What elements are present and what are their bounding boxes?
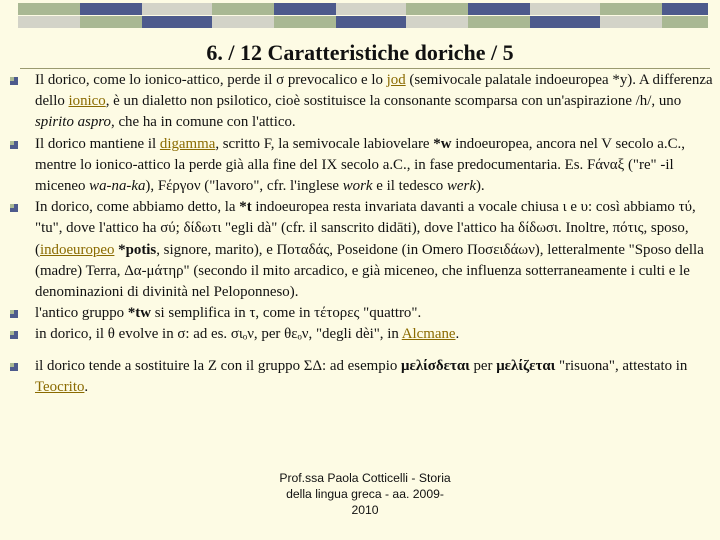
bar-segment xyxy=(530,3,600,15)
bullet-icon xyxy=(9,362,19,372)
bar-segment xyxy=(530,16,600,28)
link-indoeuropeo[interactable]: indoeuropeo xyxy=(39,241,115,258)
text-run: in dorico, il θ evolve in σ: ad es. σιₒν, per θεₒν, "degli dèi", in xyxy=(35,326,402,343)
text-run: l'antico gruppo xyxy=(35,305,128,322)
text-run: per xyxy=(469,357,497,374)
bullet-paragraph-5 xyxy=(35,324,715,345)
slide-title: 6. / 12 Caratteristiche doriche / 5 xyxy=(206,40,514,65)
link-ionico[interactable]: ionico xyxy=(68,93,106,110)
text-run: (semivocale palatale indoeuropea *y). A differenza dello xyxy=(35,72,713,110)
text-run: il dorico tende a sostituire la Z con il gruppo ΣΔ: ad esempio xyxy=(35,357,402,374)
text-run: . xyxy=(455,326,460,343)
bullet-paragraph-6 xyxy=(35,356,715,398)
bar-segment xyxy=(274,16,336,28)
decorative-header-bars xyxy=(18,3,708,29)
bar-segment xyxy=(662,3,708,15)
text-run: si semplifica in τ, come in τέτορες "quattro". xyxy=(151,305,422,322)
text-run: In dorico, come abbiamo detto, la xyxy=(35,199,240,216)
italic-term: spirito aspro xyxy=(35,114,111,131)
bar-segment xyxy=(468,16,530,28)
bar-segment xyxy=(274,3,336,15)
slide-body xyxy=(35,70,715,398)
bullet-icon xyxy=(9,330,19,340)
link-jod[interactable]: jod xyxy=(386,72,406,88)
bullet-paragraph-2 xyxy=(35,134,715,198)
link-alcmane[interactable]: Alcmane xyxy=(401,326,456,343)
text-run: Il dorico, come lo ionico-attico, perde il σ prevocalico e lo xyxy=(35,72,387,88)
bar-segment xyxy=(80,16,142,28)
bar-segment xyxy=(18,16,80,28)
bar-segment xyxy=(80,3,142,15)
bold-term: *w xyxy=(433,135,452,152)
bullet-icon xyxy=(9,76,19,86)
bullet-icon xyxy=(9,203,19,213)
bullet-paragraph-4 xyxy=(35,303,715,324)
footer-line: 2010 xyxy=(351,503,379,517)
bold-term: *tw xyxy=(127,305,152,322)
bar-segment xyxy=(600,3,662,15)
bold-term: *t xyxy=(239,199,252,216)
text-run: indoeuropea, ancora nel V secolo a.C., mentre lo ionico-attico la perde già alla fine del IX secolo a.C., in fase predocumentaria. Es. Fάναξ ("re" -il miceneo xyxy=(35,135,685,195)
bar-segment xyxy=(212,3,274,15)
bar-segment xyxy=(468,3,530,15)
text-run: ). xyxy=(475,178,485,195)
italic-term: wa-na-ka xyxy=(89,178,146,195)
text-run: , è un dialetto non psilotico, cioè sostituisce la consonante scomparsa con un'aspirazione /h/, uno xyxy=(105,93,682,110)
slide-footer xyxy=(240,470,490,518)
italic-term: work xyxy=(342,178,373,195)
text-run: , che ha in comune con l'attico. xyxy=(111,114,296,131)
bar-segment xyxy=(18,3,80,15)
text-run: indoeuropea resta invariata davanti a vocale chiusa ι e υ: così abbiamo τύ, "tu", dove l'attico ha σύ; δίδωτι "egli dà" (cfr. il sanscrito didāti), dove l'attico ha δίδωσι. Inoltre, πότις, sposo, ( xyxy=(35,199,696,258)
text-run: e il tedesco xyxy=(372,178,447,195)
bar-segment xyxy=(142,3,212,15)
bar-segment xyxy=(406,16,468,28)
link-digamma[interactable]: digamma xyxy=(159,135,216,152)
bullet-paragraph-1 xyxy=(35,70,715,134)
link-teocrito[interactable]: Teocrito xyxy=(35,378,85,395)
bold-term: μελίζεται xyxy=(496,357,556,374)
bar-segment xyxy=(142,16,212,28)
bullet-icon xyxy=(9,309,19,319)
text-run: , signore, marito), e Ποταδάς, Poseidone (in Omero Ποσειδάων), letteralmente "Sposo della (madre) Terra, Δα-μάτηρ" (secondo il mito arcadico, e già miceneo, che influenza sotterraneamente i culti e le denominazioni di divinità nel Peloponneso). xyxy=(35,241,704,301)
footer-line: della lingua greca - aa. 2009- xyxy=(286,487,444,501)
bullet-icon xyxy=(9,140,19,150)
italic-term: werk xyxy=(446,178,476,195)
bar-segment xyxy=(600,16,662,28)
bar-segment xyxy=(336,3,406,15)
bar-segment xyxy=(662,16,708,28)
text-run: . xyxy=(84,378,89,395)
paragraph-gap xyxy=(35,346,715,356)
bullet-paragraph-3 xyxy=(35,197,715,303)
bold-term: *potis xyxy=(118,241,157,258)
text-run: "risuona", attestato in xyxy=(555,357,688,374)
bar-segment xyxy=(406,3,468,15)
bold-term: μελίσδεται xyxy=(401,357,470,374)
title-divider xyxy=(20,68,710,69)
text-run: , scritto F, la semivocale labiovelare xyxy=(215,135,434,152)
bar-segment xyxy=(336,16,406,28)
text-run: Il dorico mantiene il xyxy=(35,135,160,152)
text-run: ), Fέργον ("lavoro", cfr. l'inglese xyxy=(145,178,343,195)
footer-line: Prof.ssa Paola Cotticelli - Storia xyxy=(279,471,451,485)
bar-segment xyxy=(212,16,274,28)
